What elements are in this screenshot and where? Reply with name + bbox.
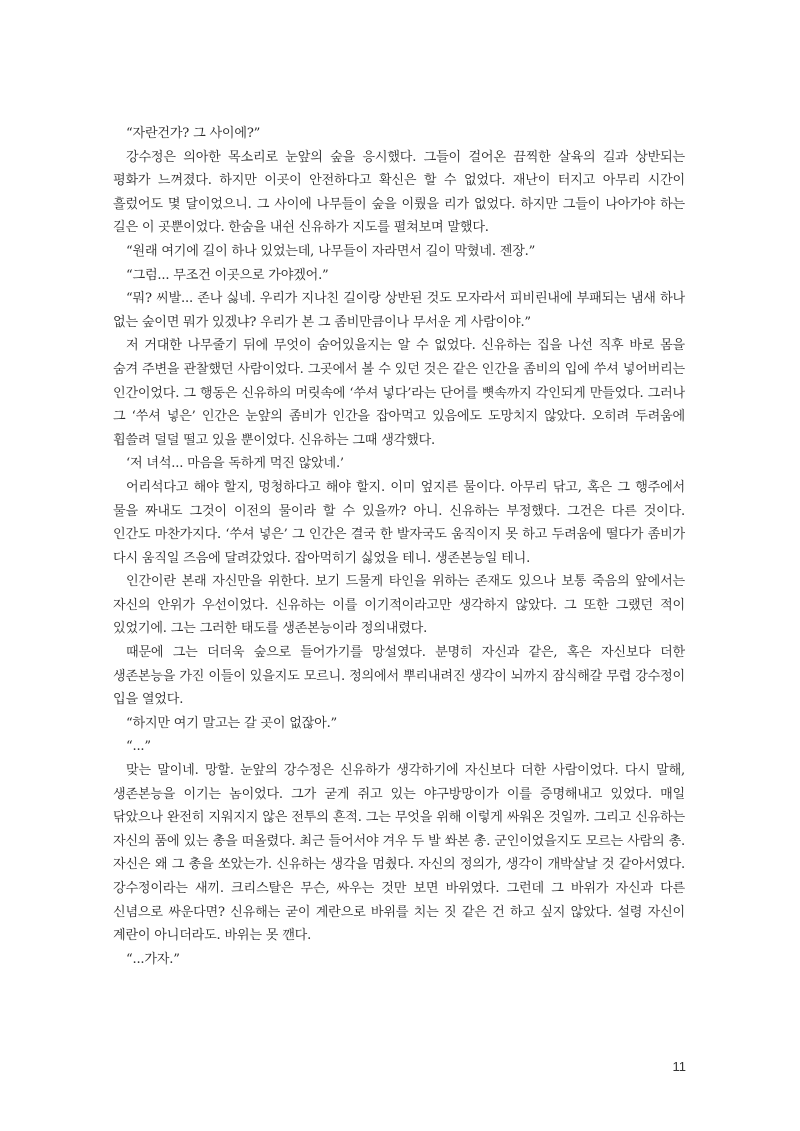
paragraph: 어리석다고 해야 할지, 멍청하다고 해야 할지. 이미 엎지른 물이다. 아무리 닦고, 혹은 그 행주에서 물을 짜내도 그것이 이전의 물이라 할 수 있을까? 아니. 신유하는 부정했다. 그건은 다른 것이다. 인간도 마찬가지다. ‘쑤셔 넣은’ 그 인간은 결국 한 발자국도 움직이지 못 하고 두려움에 떨다가 좀비가 다시 움직일 즈음에 달려갔었다. 잡아먹히기 싫었을 테니. 생존본능일 테니. <box>113 479 685 566</box>
paragraph: “원래 여기에 길이 하나 있었는데, 나무들이 자라면서 길이 막혔네. 젠장.” <box>126 243 536 259</box>
paragraph: 맞는 말이네. 망할. 눈앞의 강수정은 신유하가 생각하기에 자신보다 더한 사람이었다. 다시 말해, 생존본능을 이기는 놈이었다. 그가 굳게 쥐고 있는 야구방망이가 이를 증명해내고 있었다. 매일 닦았으나 완전히 지워지지 않은 전투의 흔적. 그는 무엇을 위해 이렇게 싸워온 것일까. 그리고 신유하는 자신의 품에 있는 총을 떠올렸다. 최근 들어서야 겨우 두 발 쏴본 총. 군인이었을지도 모르는 사람의 총. 자신은 왜 그 총을 쏘았는가. 신유하는 생각을 멈췄다. 자신의 정의가, 생각이 개박살날 것 같아서였다. 강수정이라는 새끼. 크리스탈은 무슨, 싸우는 것만 보면 바위였다. 그런데 그 바위가 자신과 다른 신념으로 싸운다면? 신유해는 굳이 계란으로 바위를 치는 짓 같은 건 하고 싶지 않았다. 설령 자신이 계란이 아니더라도. 바위는 못 깬다. <box>113 763 685 944</box>
paragraph: 저 거대한 나무줄기 뒤에 무엇이 숨어있을지는 알 수 없었다. 신유하는 집을 나선 직후 바로 몸을 숨겨 주변을 관찰했던 사람이었다. 그곳에서 볼 수 있던 것은 같은 인간을 좀비의 입에 쑤셔 넣어버리는 인간이었다. 그 행동은 신유하의 머릿속에 ‘쑤셔 넣다’라는 단어를 뼛속까지 각인되게 만들었다. 그러나 그 ‘쑤셔 넣은’ 인간은 눈앞의 좀비가 인간을 잡아먹고 있음에도 도망치지 않았다. 오히려 두려움에 휩쓸려 덜덜 떨고 있을 뿐이었다. 신유하는 그때 생각했다. <box>113 338 685 448</box>
page-number: 11 <box>672 1059 686 1074</box>
paragraph: 강수정은 의아한 목소리로 눈앞의 숲을 응시했다. 그들이 걸어온 끔찍한 살육의 길과 상반되는 평화가 느껴졌다. 하지만 이곳이 안전하다고 확신은 할 수 없었다. 재난이 터지고 아무리 시간이 흘렀어도 몇 달이었으니. 그 사이에 나무들이 숲을 이뤘을 리가 없었다. 하지만 그들이 나아가야 하는 길은 이 곳뿐이었다. 한숨을 내쉰 신유하가 지도를 펼쳐보며 말했다. <box>113 149 685 236</box>
body-text <box>113 122 685 971</box>
paragraph: 때문에 그는 더더욱 숲으로 들어가기를 망설였다. 분명히 자신과 같은, 혹은 자신보다 더한 생존본능을 가진 이들이 있을지도 모르니. 정의에서 뿌리내려진 생각이 뇌까지 잠식해갈 무렵 강수정이 입을 열었다. <box>113 645 685 708</box>
paragraph: “...” <box>126 739 151 755</box>
paragraph: 인간이란 본래 자신만을 위한다. 보기 드물게 타인을 위하는 존재도 있으나 보통 죽음의 앞에서는 자신의 안위가 우선이었다. 신유하는 이를 이기적이라고만 생각하지 않았다. 그 또한 그랬던 적이 있었기에. 그는 그러한 태도를 생존본능이라 정의내렸다. <box>113 574 685 637</box>
paragraph: ‘저 녀석... 마음을 독하게 먹진 않았네.’ <box>126 456 344 472</box>
paragraph: “뭐? 씨발... 존나 싫네. 우리가 지나친 길이랑 상반된 것도 모자라서 피비린내에 부패되는 냄새 하나 없는 숲이면 뭐가 있겠냐? 우리가 본 그 좀비만큼이나 무서운 게 사람이야.” <box>113 291 685 330</box>
paragraph: “자란건가? 그 사이에?” <box>126 126 261 141</box>
paragraph: “...가자.” <box>126 951 180 967</box>
paragraph: “그럼... 무조건 이곳으로 가야겠어.” <box>126 267 329 283</box>
paragraph: “하지만 여기 말고는 갈 곳이 없잖아.” <box>126 715 338 731</box>
